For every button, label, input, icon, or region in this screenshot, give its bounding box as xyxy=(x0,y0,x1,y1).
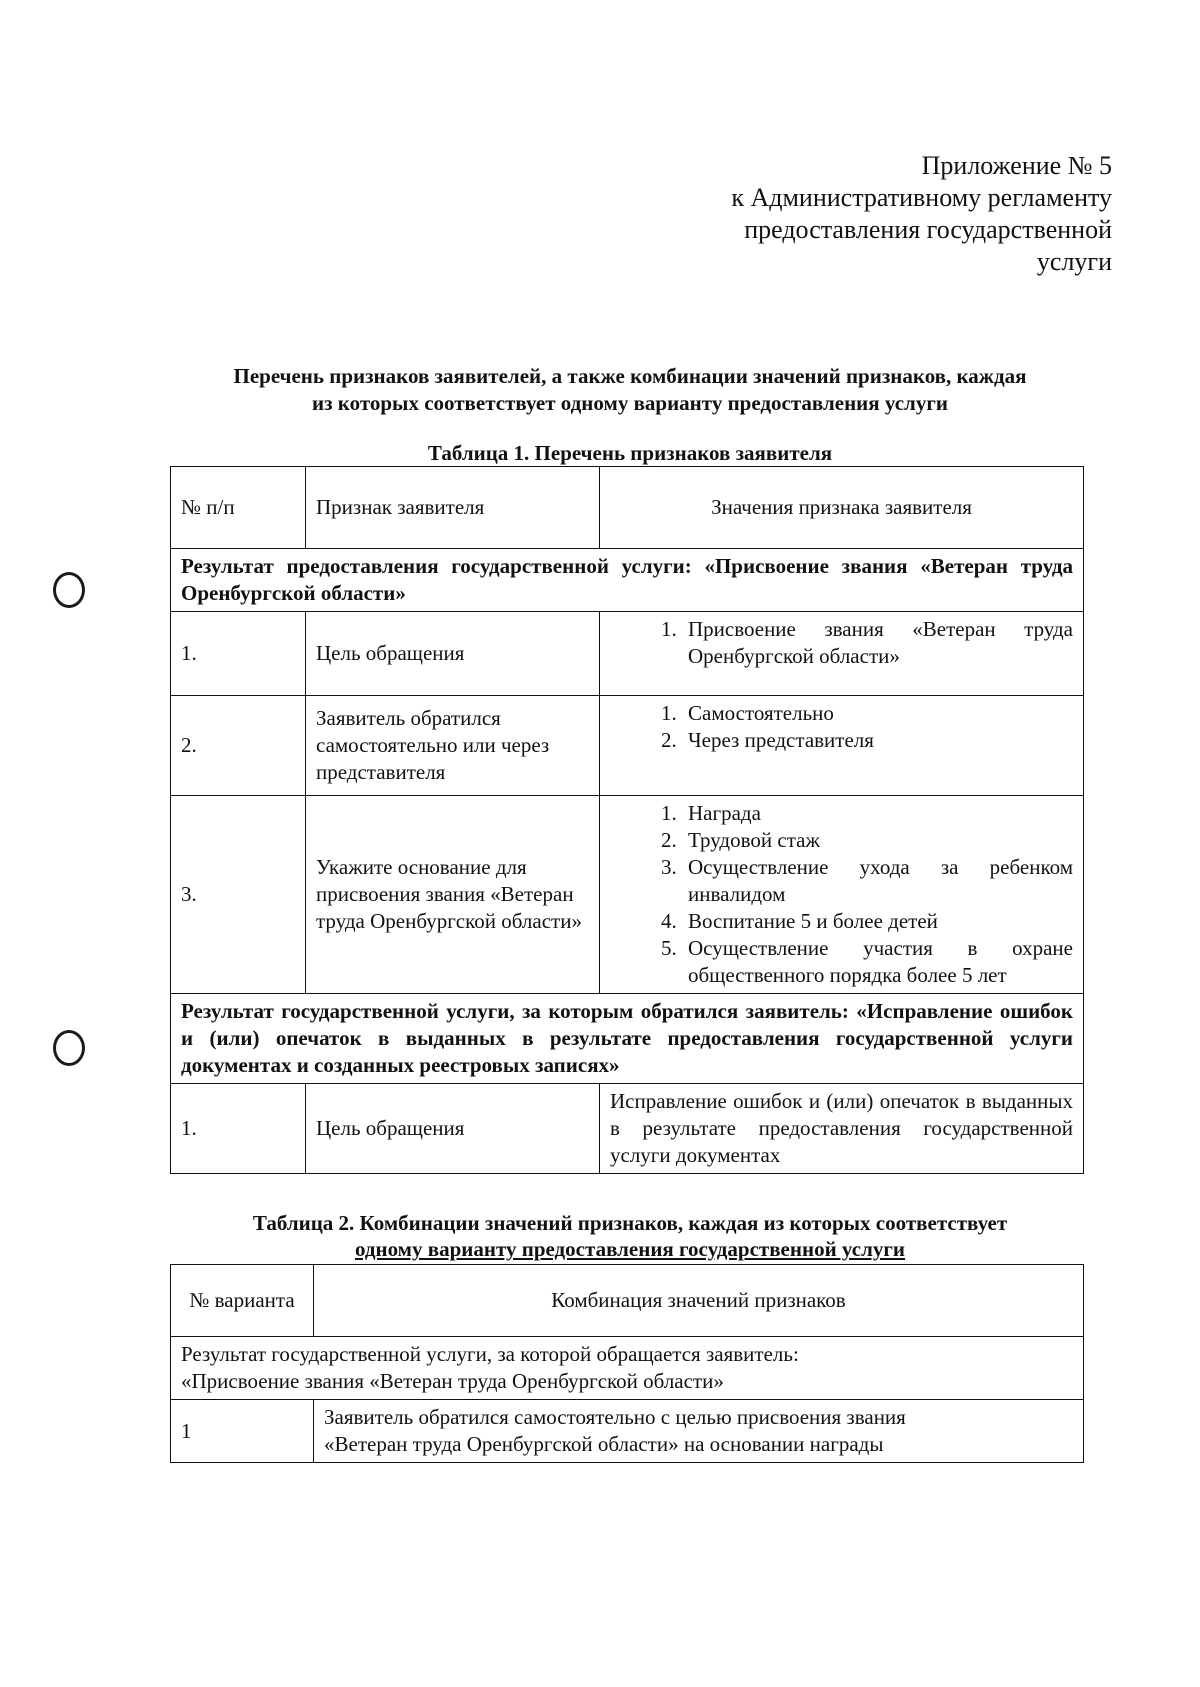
row-number: 2. xyxy=(171,696,306,796)
appendix-line: услуги xyxy=(1036,247,1112,276)
section-title: Результат государственной услуги, за которым обратился заявитель: «Исправление ошибок и (или) опечаток в выданных в результате предоставления государственной услуги документах и созданных реестровых записях» xyxy=(171,994,1084,1084)
values-cell xyxy=(600,796,1084,994)
table-header-row xyxy=(171,467,1084,549)
row-number: 1. xyxy=(171,1084,306,1174)
applicant-features-table xyxy=(170,466,1084,1174)
section-row xyxy=(171,1337,1084,1400)
row-number: 1. xyxy=(171,612,306,696)
list-item: 1. Присвоение звания «Ветеран труда Оренбургской области» xyxy=(682,616,1073,670)
values-cell xyxy=(600,696,1084,796)
section-row xyxy=(171,549,1084,612)
appendix-number: Приложение № 5 xyxy=(921,151,1112,180)
table1-caption: Таблица 1. Перечень признаков заявителя xyxy=(427,441,833,465)
combination-cell: Заявитель обратился самостоятельно с целью присвоения звания «Ветеран труда Оренбургской области» на основании награды xyxy=(314,1400,1084,1463)
list-item: 2. Через представителя xyxy=(682,727,1073,754)
header-cell: Комбинация значений признаков xyxy=(314,1265,1084,1337)
feature-cell: Цель обращения xyxy=(306,1084,600,1174)
punch-hole-icon xyxy=(53,572,85,608)
feature-cell: Укажите основание для присвоения звания «Ветеран труда Оренбургской области» xyxy=(306,796,600,994)
appendix-line: к Административному регламенту xyxy=(731,183,1112,212)
header-cell: № п/п xyxy=(171,467,306,549)
row-number: 3. xyxy=(171,796,306,994)
table-row xyxy=(171,1400,1084,1463)
section-row xyxy=(171,994,1084,1084)
header-cell: № варианта xyxy=(171,1265,314,1337)
list-item: 3. Осуществление ухода за ребенком инвалидом xyxy=(682,854,1073,908)
section-title: Результат государственной услуги, за которой обращается заявитель: «Присвоение звания «Ветеран труда Оренбургской области» xyxy=(171,1337,1084,1400)
table-row xyxy=(171,1084,1084,1174)
list-item: 2. Трудовой стаж xyxy=(682,827,1073,854)
list-item: 4. Воспитание 5 и более детей xyxy=(682,908,1073,935)
table-row xyxy=(171,696,1084,796)
table-header-row xyxy=(171,1265,1084,1337)
feature-cell: Заявитель обратился самостоятельно или через представителя xyxy=(306,696,600,796)
value-cell: Исправление ошибок и (или) опечаток в выданных в результате предоставления государственной услуги документах xyxy=(600,1084,1084,1174)
values-cell xyxy=(600,612,1084,696)
section-title: Результат предоставления государственной услуги: «Присвоение звания «Ветеран труда Оренбургской области» xyxy=(171,549,1084,612)
variant-number: 1 xyxy=(171,1400,314,1463)
list-item: 1. Награда xyxy=(682,800,1073,827)
table-row xyxy=(171,612,1084,696)
punch-hole-icon xyxy=(53,1030,85,1066)
list-item: 1. Самостоятельно xyxy=(682,700,1073,727)
header-cell: Значения признака заявителя xyxy=(600,467,1084,549)
appendix-line: предоставления государственной xyxy=(744,215,1112,244)
feature-combinations-table xyxy=(170,1264,1084,1463)
feature-cell: Цель обращения xyxy=(306,612,600,696)
appendix-header xyxy=(731,150,1112,278)
table2-caption: Таблица 2. Комбинации значений признаков, каждая из которых соответствует одному варианту предоставления государственной услуги xyxy=(252,1211,1008,1261)
table-row xyxy=(171,796,1084,994)
list-item: 5. Осуществление участия в охране общественного порядка более 5 лет xyxy=(682,935,1073,989)
header-cell: Признак заявителя xyxy=(306,467,600,549)
document-title: Перечень признаков заявителей, а также комбинации значений признаков, каждая из которых соответствует одному варианту предоставления услуги xyxy=(233,364,1027,415)
